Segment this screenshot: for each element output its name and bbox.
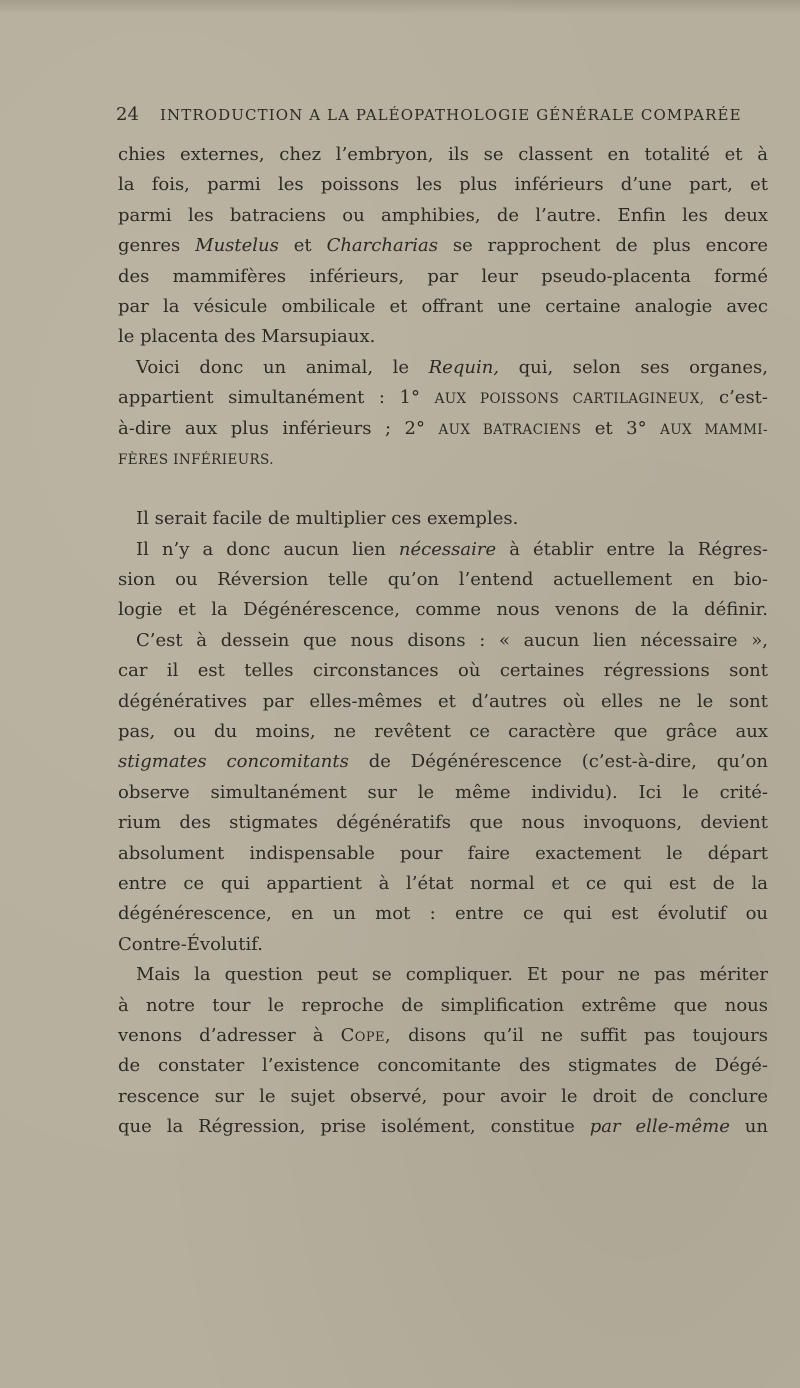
text-line: [118, 231, 768, 261]
italic-genus-name: Mustelus: [195, 235, 279, 257]
text-span: appartient simultanément : 1°: [118, 387, 435, 409]
text-line: [118, 717, 768, 747]
text-span: sion ou Réversion telle qu’on l’entend actuellement en bio-: [118, 569, 768, 591]
text-line: [118, 535, 768, 565]
page-top-edge: [0, 0, 800, 14]
text-line: [118, 960, 768, 990]
text-span: qui, selon ses organes,: [499, 356, 768, 378]
text-span: car il est telles circonstances où certaines régressions sont: [118, 660, 768, 682]
text-span: logie et la Dégénérescence, comme nous venons de la définir.: [118, 599, 768, 621]
italic-word: Requin,: [428, 356, 500, 378]
body-text: [118, 140, 768, 1143]
text-line: [118, 140, 768, 170]
text-line: [118, 747, 768, 777]
text-span: de Dégénérescence (c’est-à-dire, qu’on: [348, 751, 768, 773]
small-caps-span: AUX BATRACIENS: [438, 421, 582, 438]
text-line: [118, 444, 768, 474]
italic-phrase: par elle-même: [589, 1116, 730, 1138]
text-line: [118, 322, 768, 352]
text-line: [118, 201, 768, 231]
text-span: disons qu’il ne suffit pas toujours: [391, 1024, 768, 1046]
text-line: [118, 1112, 768, 1142]
text-span: Voici donc un animal, le: [136, 356, 429, 378]
text-span: rescence sur le sujet observé, pour avoir le droit de conclure: [118, 1085, 768, 1107]
text-span: venons d’adresser à: [118, 1024, 341, 1046]
text-span: parmi les batraciens ou amphibies, de l’autre. Enfin les deux: [118, 204, 768, 226]
small-caps-span: AUX MAMMI-: [660, 421, 768, 438]
text-line: [118, 383, 768, 413]
text-line: [118, 1021, 768, 1051]
small-caps-span: FÈRES INFÉRIEURS.: [118, 451, 274, 468]
text-span: à notre tour le reproche de simplification extrême que nous: [118, 994, 768, 1016]
text-span: par la vésicule ombilicale et offrant une certaine analogie avec: [118, 295, 768, 317]
text-span: observe simultanément sur le même individu). Ici le crité-: [118, 781, 768, 803]
text-span: et: [278, 235, 327, 257]
text-span: dégénérescence, en un mot : entre ce qui est évolutif ou: [118, 903, 768, 925]
text-span: Il n’y a donc aucun lien: [136, 538, 399, 560]
text-span: un: [729, 1116, 768, 1138]
text-span: rium des stigmates dégénératifs que nous invoquons, devient: [118, 812, 768, 834]
text-span: absolument indispensable pour faire exactement le départ: [118, 842, 768, 864]
text-line: [118, 262, 768, 292]
paragraph-gap: [118, 474, 768, 504]
text-line: [118, 565, 768, 595]
text-span: que la Régression, prise isolément, constitue: [118, 1116, 590, 1138]
text-line: [118, 991, 768, 1021]
page-number: 24: [116, 104, 139, 125]
text-span: entre ce qui appartient à l’état normal et ce qui est de la: [118, 872, 768, 894]
text-span: se rapprochent de plus encore: [438, 235, 768, 257]
text-span: c’est-: [704, 387, 768, 409]
text-line: [118, 687, 768, 717]
text-span: chies externes, chez l’embryon, ils se classent en totalité et à: [118, 144, 768, 165]
text-span: le placenta des Marsupiaux.: [118, 326, 376, 348]
text-span: et 3°: [581, 417, 661, 439]
text-span: Il serait facile de multiplier ces exemples.: [136, 508, 519, 530]
text-line: [118, 656, 768, 686]
text-line: [118, 869, 768, 899]
text-line: [118, 504, 768, 534]
text-line: [118, 778, 768, 808]
text-span: des mammifères inférieurs, par leur pseudo-placenta formé: [118, 265, 768, 287]
text-span: dégénératives par elles-mêmes et d’autres où elles ne le sont: [118, 690, 768, 712]
text-span: à établir entre la Régres-: [496, 538, 768, 560]
italic-phrase: stigmates concomitants: [118, 751, 349, 773]
text-line: [118, 292, 768, 322]
text-span: pas, ou du moins, ne revêtent ce caractère que grâce aux: [118, 721, 768, 743]
text-line: [118, 626, 768, 656]
text-span: de constater l’existence concomitante des stigmates de Dégé-: [118, 1055, 768, 1077]
text-span: C’est à dessein que nous disons : « aucun lien nécessaire »,: [136, 629, 768, 651]
text-line: [118, 170, 768, 200]
text-line: [118, 808, 768, 838]
text-span: à-dire aux plus inférieurs ; 2°: [118, 417, 439, 439]
text-span: Contre-Évolutif.: [118, 933, 264, 955]
text-line: [118, 595, 768, 625]
running-header: [116, 104, 756, 125]
text-line: [118, 414, 768, 444]
text-span: genres: [118, 235, 196, 257]
running-title: INTRODUCTION A LA PALÉOPATHOLOGIE GÉNÉRALE COMPARÉE: [160, 106, 742, 124]
italic-genus-name: Charcharias: [326, 235, 438, 257]
text-span: Mais la question peut se compliquer. Et pour ne pas mériter: [136, 964, 768, 986]
text-line: [118, 1051, 768, 1081]
text-span: la fois, parmi les poissons les plus inférieurs d’une part, et: [118, 174, 768, 196]
italic-word: nécessaire: [398, 538, 497, 560]
text-line: [118, 1082, 768, 1112]
text-line: [118, 839, 768, 869]
text-line: [118, 899, 768, 929]
small-caps-span: AUX POISSONS CARTILAGINEUX,: [434, 391, 705, 408]
text-line: [118, 353, 768, 383]
text-line: [118, 930, 768, 960]
small-caps-name: Cope,: [340, 1024, 391, 1046]
